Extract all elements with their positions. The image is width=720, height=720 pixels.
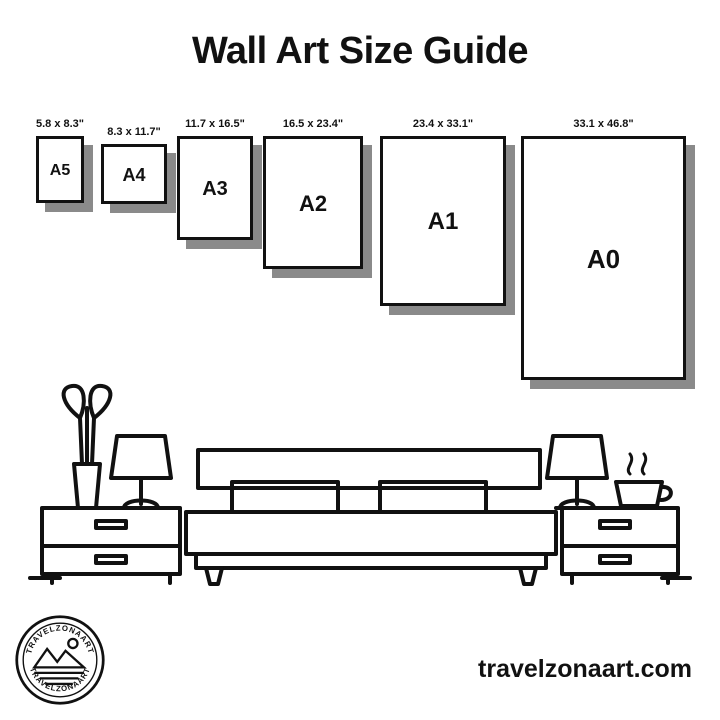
frame-box[interactable]: [263, 136, 363, 269]
bedroom-furniture-illustration: [0, 378, 720, 603]
page-title: Wall Art Size Guide: [191, 30, 529, 72]
frame-box[interactable]: [101, 144, 167, 204]
bed: [186, 450, 556, 584]
frame-box[interactable]: [521, 136, 686, 380]
frame-size-label: A3: [202, 178, 228, 200]
frame-dimension-label: 33.1 x 46.8": [573, 118, 634, 130]
frame-box[interactable]: [177, 136, 253, 240]
plant-left: [64, 386, 111, 508]
brand-logo: [14, 614, 106, 706]
frame-dimension-label: 23.4 x 33.1": [412, 118, 474, 130]
frame-box[interactable]: [380, 136, 506, 306]
frame-size-label: A0: [586, 244, 621, 275]
lamp-right: [547, 436, 607, 508]
frame-size-label: A4: [122, 165, 146, 186]
frame-size-label: A1: [427, 208, 459, 236]
frame-dimension-label: 8.3 x 11.7": [107, 126, 161, 138]
frame-box[interactable]: [36, 136, 84, 203]
frame-dimension-label: 11.7 x 16.5": [185, 118, 245, 130]
svg-text:TRAVELZONAART: [24, 623, 95, 654]
lamp-left: [111, 436, 171, 508]
nightstand-left: [42, 508, 180, 583]
logo-text-bottom: TRAVELZONAART: [27, 666, 93, 694]
frame-size-label: A2: [298, 191, 328, 217]
frame-size-label: A5: [49, 162, 71, 180]
coffee-cup: [616, 454, 671, 506]
logo-text-top: TRAVELZONAART: [24, 623, 96, 655]
frame-dimension-label: 16.5 x 23.4": [282, 118, 344, 130]
frame-dimension-label: 5.8 x 8.3": [35, 118, 85, 130]
nightstand-right: [562, 508, 678, 583]
website-url[interactable]: travelzonaart.com: [478, 655, 692, 683]
